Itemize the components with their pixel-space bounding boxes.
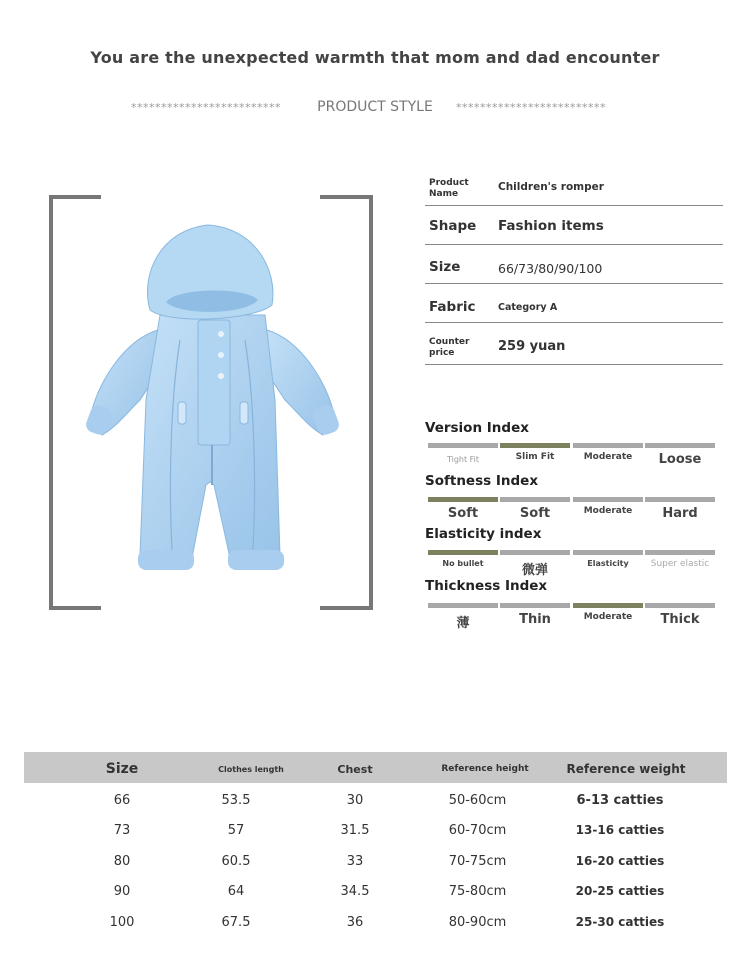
size-cell-r2-c5: 13-16 catties xyxy=(575,823,665,837)
size-cell-r1-c2: 53.5 xyxy=(221,793,251,808)
elasticity-label-3: Elasticity xyxy=(587,559,629,568)
size-cell-r3-c1: 80 xyxy=(113,854,131,869)
divider-stars-left: ************************* xyxy=(131,101,281,114)
size-cell-r4-c3: 34.5 xyxy=(340,884,370,899)
header-size: Size xyxy=(105,761,139,777)
fabric-label: Fabric xyxy=(429,299,476,315)
softness-label-2: Soft xyxy=(519,506,551,521)
version-label-4: Loose xyxy=(658,452,702,467)
version-label-3: Moderate xyxy=(583,452,633,462)
size-cell-r5-c5: 25-30 catties xyxy=(575,915,665,929)
section-title: PRODUCT STYLE xyxy=(317,99,433,115)
price-label: Counter price xyxy=(429,337,470,358)
size-cell-r4-c2: 64 xyxy=(227,884,245,899)
thickness-label-4: Thick xyxy=(660,612,700,627)
thickness-bar-4 xyxy=(645,603,715,608)
thickness-label-2: Thin xyxy=(519,612,551,627)
product-name-value: Children's romper xyxy=(498,181,604,193)
fabric-value: Category A xyxy=(498,302,558,313)
size-cell-r2-c1: 73 xyxy=(113,823,131,838)
size-cell-r1-c3: 30 xyxy=(346,793,364,808)
shape-value: Fashion items xyxy=(498,218,604,234)
divider-stars-right: ************************* xyxy=(456,101,606,114)
shape-label: Shape xyxy=(429,218,477,234)
elasticity-label-4: Super elastic xyxy=(650,559,710,569)
size-cell-r1-c1: 66 xyxy=(113,793,131,808)
romper-image xyxy=(80,220,345,580)
header-clothes-length: Clothes length xyxy=(218,765,284,774)
version-bar-3 xyxy=(573,443,643,448)
softness-bar-3 xyxy=(573,497,643,502)
size-value: 66/73/80/90/100 xyxy=(498,261,603,276)
softness-bar-2 xyxy=(500,497,570,502)
thickness-bar-2 xyxy=(500,603,570,608)
softness-label-3: Moderate xyxy=(583,506,633,516)
thickness-bar-1 xyxy=(428,603,498,608)
size-cell-r4-c4: 75-80cm xyxy=(448,884,507,899)
version-index-title: Version Index xyxy=(425,420,529,436)
size-cell-r2-c4: 60-70cm xyxy=(448,823,507,838)
size-label: Size xyxy=(429,259,461,275)
elasticity-index-title: Elasticity index xyxy=(425,526,542,542)
thickness-label-1: 薄 xyxy=(456,616,470,631)
size-cell-r1-c5: 6-13 catties xyxy=(576,793,664,808)
softness-bar-4 xyxy=(645,497,715,502)
header-reference-weight: Reference weight xyxy=(566,762,686,776)
size-cell-r5-c3: 36 xyxy=(346,915,364,930)
thickness-label-3: Moderate xyxy=(583,612,633,622)
elasticity-label-2: 微弹 xyxy=(521,563,548,578)
size-cell-r3-c4: 70-75cm xyxy=(448,854,507,869)
header-reference-height: Reference height xyxy=(441,764,529,774)
version-bar-4 xyxy=(645,443,715,448)
size-cell-r2-c2: 57 xyxy=(227,823,245,838)
elasticity-bar-3 xyxy=(573,550,643,555)
elasticity-bar-4 xyxy=(645,550,715,555)
softness-bar-1 xyxy=(428,497,498,502)
size-cell-r5-c2: 67.5 xyxy=(221,915,251,930)
size-cell-r4-c5: 20-25 catties xyxy=(575,884,665,898)
info-row-size xyxy=(425,245,723,284)
header-chest: Chest xyxy=(337,763,373,776)
size-cell-r3-c2: 60.5 xyxy=(221,854,251,869)
size-cell-r1-c4: 50-60cm xyxy=(448,793,507,808)
thickness-index-title: Thickness Index xyxy=(425,578,548,594)
size-cell-r4-c1: 90 xyxy=(113,884,131,899)
product-name-label: Product Name xyxy=(429,178,469,199)
elasticity-bar-1 xyxy=(428,550,498,555)
elasticity-bar-2 xyxy=(500,550,570,555)
softness-index-title: Softness Index xyxy=(425,473,539,489)
price-value: 259 yuan xyxy=(498,339,566,354)
size-cell-r5-c1: 100 xyxy=(109,915,135,930)
version-bar-2 xyxy=(500,443,570,448)
elasticity-label-1: No bullet xyxy=(442,559,484,568)
size-cell-r5-c4: 80-90cm xyxy=(448,915,507,930)
version-label-2: Slim Fit xyxy=(515,452,555,462)
softness-label-4: Hard xyxy=(662,506,698,521)
version-label-1: Tight Fit xyxy=(446,455,480,464)
size-cell-r3-c5: 16-20 catties xyxy=(575,854,665,868)
info-row-product-name xyxy=(425,170,723,206)
info-row-shape xyxy=(425,206,723,245)
softness-label-1: Soft xyxy=(447,506,479,521)
size-cell-r2-c3: 31.5 xyxy=(340,823,370,838)
headline: You are the unexpected warmth that mom and dad encounter xyxy=(90,48,660,67)
size-cell-r3-c3: 33 xyxy=(346,854,364,869)
info-row-fabric xyxy=(425,284,723,323)
version-bar-1 xyxy=(428,443,498,448)
info-row-price xyxy=(425,323,723,365)
thickness-bar-3 xyxy=(573,603,643,608)
